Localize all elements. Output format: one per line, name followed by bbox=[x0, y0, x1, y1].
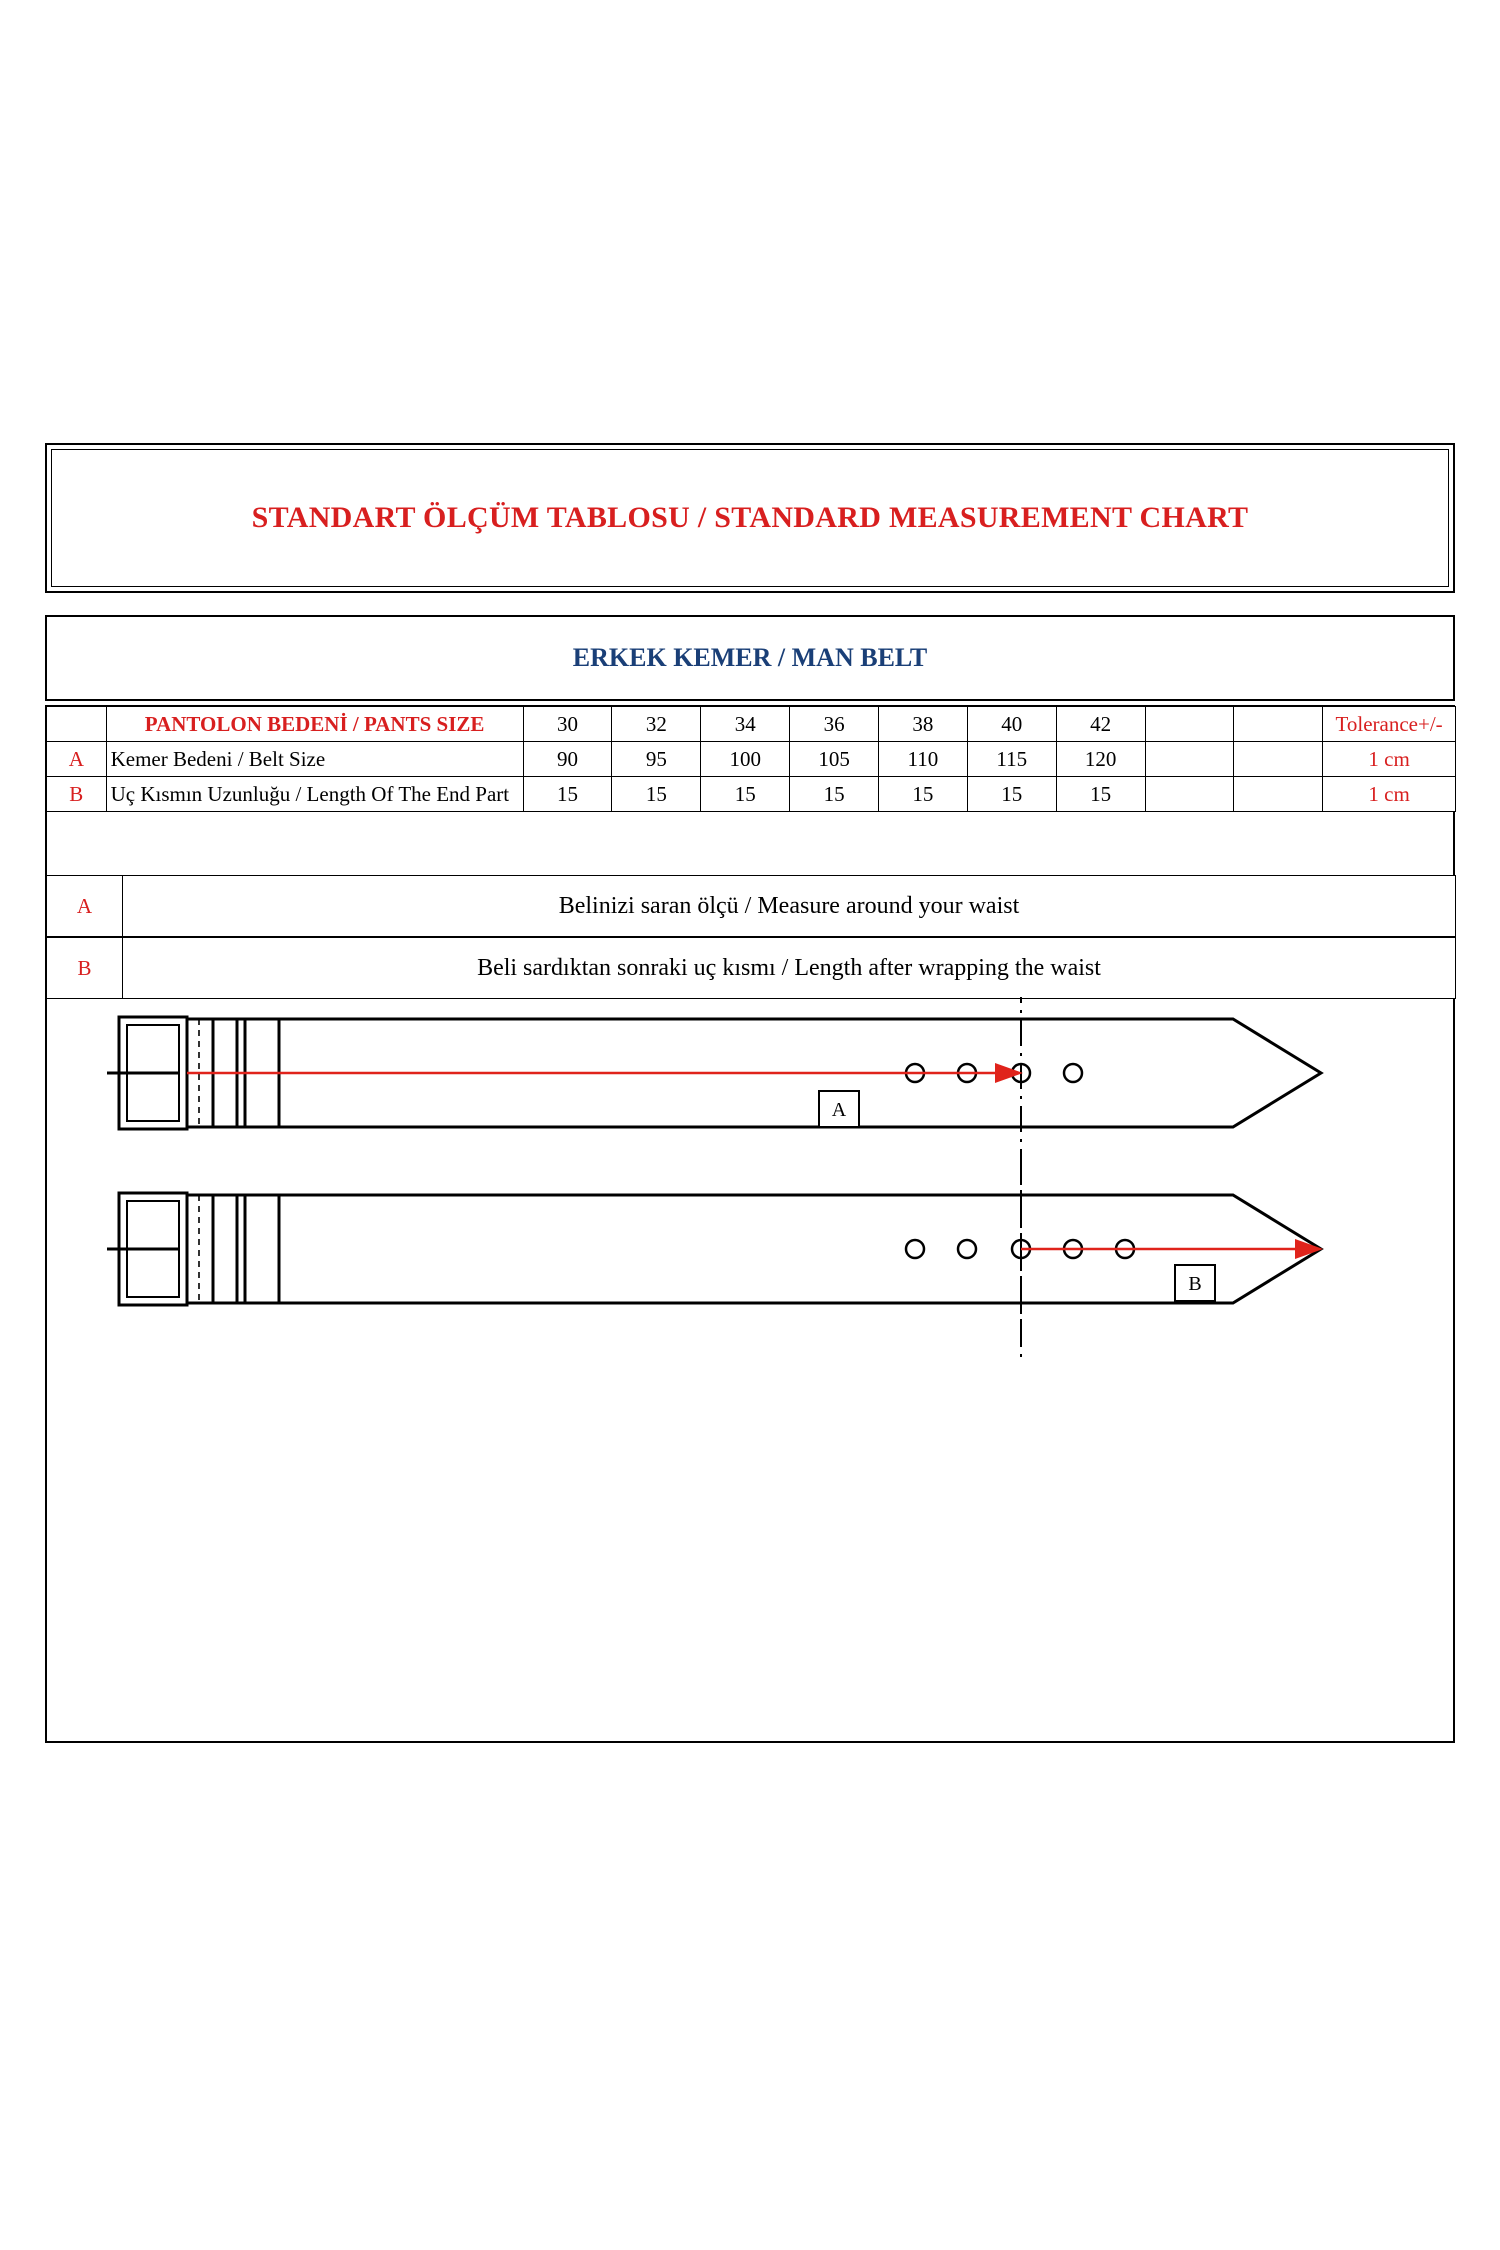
title-box bbox=[45, 443, 1455, 593]
row-b-value-32: 15 bbox=[612, 777, 701, 812]
row-a-value-34: 100 bbox=[701, 742, 790, 777]
row-b-description: Uç Kısmın Uzunluğu / Length Of The End Part bbox=[106, 777, 523, 812]
row-b-empty-1 bbox=[1145, 777, 1234, 812]
header-pants-size-label: PANTOLON BEDENİ / PANTS SIZE bbox=[106, 707, 523, 742]
belt-b-illustration bbox=[107, 1157, 1323, 1343]
row-a-value-36: 105 bbox=[790, 742, 879, 777]
note-row-b bbox=[46, 937, 1456, 999]
row-a-value-32: 95 bbox=[612, 742, 701, 777]
note-a-letter: A bbox=[47, 876, 123, 936]
measurement-chart-sheet bbox=[45, 443, 1455, 1743]
header-empty-2 bbox=[1234, 707, 1323, 742]
row-a-letter: A bbox=[47, 742, 107, 777]
subtitle-box bbox=[45, 615, 1455, 701]
row-b-value-42: 15 bbox=[1056, 777, 1145, 812]
table-row bbox=[47, 742, 1456, 777]
row-a-value-38: 110 bbox=[879, 742, 968, 777]
note-row-a bbox=[46, 875, 1456, 937]
header-empty-1 bbox=[1145, 707, 1234, 742]
row-b-value-30: 15 bbox=[523, 777, 612, 812]
table-header-row bbox=[47, 707, 1456, 742]
page-title: STANDART ÖLÇÜM TABLOSU / STANDARD MEASUREMENT CHART bbox=[251, 501, 1249, 534]
row-b-value-36: 15 bbox=[790, 777, 879, 812]
row-b-tolerance: 1 cm bbox=[1323, 777, 1456, 812]
row-b-value-38: 15 bbox=[879, 777, 968, 812]
header-size-36: 36 bbox=[790, 707, 879, 742]
row-b-value-40: 15 bbox=[967, 777, 1056, 812]
row-b-value-34: 15 bbox=[701, 777, 790, 812]
belt-diagram bbox=[47, 997, 1453, 1741]
product-category-title: ERKEK KEMER / MAN BELT bbox=[572, 643, 928, 672]
row-b-letter: B bbox=[47, 777, 107, 812]
size-table bbox=[46, 706, 1456, 812]
header-size-40: 40 bbox=[967, 707, 1056, 742]
row-a-value-42: 120 bbox=[1056, 742, 1145, 777]
belt-b-badge-label: B bbox=[1188, 1273, 1202, 1295]
row-a-empty-1 bbox=[1145, 742, 1234, 777]
row-a-value-40: 115 bbox=[967, 742, 1056, 777]
note-a-text: Belinizi saran ölçü / Measure around your waist bbox=[558, 892, 1020, 919]
header-letter-cell bbox=[47, 707, 107, 742]
row-a-tolerance: 1 cm bbox=[1323, 742, 1456, 777]
belt-a-badge-label: A bbox=[831, 1099, 847, 1121]
header-size-34: 34 bbox=[701, 707, 790, 742]
header-size-38: 38 bbox=[879, 707, 968, 742]
note-b-letter: B bbox=[47, 938, 123, 998]
note-b-text: Beli sardıktan sonraki uç kısmı / Length after wrapping the waist bbox=[477, 954, 1101, 981]
chart-body-frame bbox=[45, 705, 1455, 1743]
header-size-42: 42 bbox=[1056, 707, 1145, 742]
header-size-30: 30 bbox=[523, 707, 612, 742]
row-a-empty-2 bbox=[1234, 742, 1323, 777]
title-inner-border bbox=[51, 449, 1449, 587]
header-tolerance: Tolerance+/- bbox=[1323, 707, 1456, 742]
header-size-32: 32 bbox=[612, 707, 701, 742]
row-b-empty-2 bbox=[1234, 777, 1323, 812]
row-a-description: Kemer Bedeni / Belt Size bbox=[106, 742, 523, 777]
table-row bbox=[47, 777, 1456, 812]
row-a-value-30: 90 bbox=[523, 742, 612, 777]
